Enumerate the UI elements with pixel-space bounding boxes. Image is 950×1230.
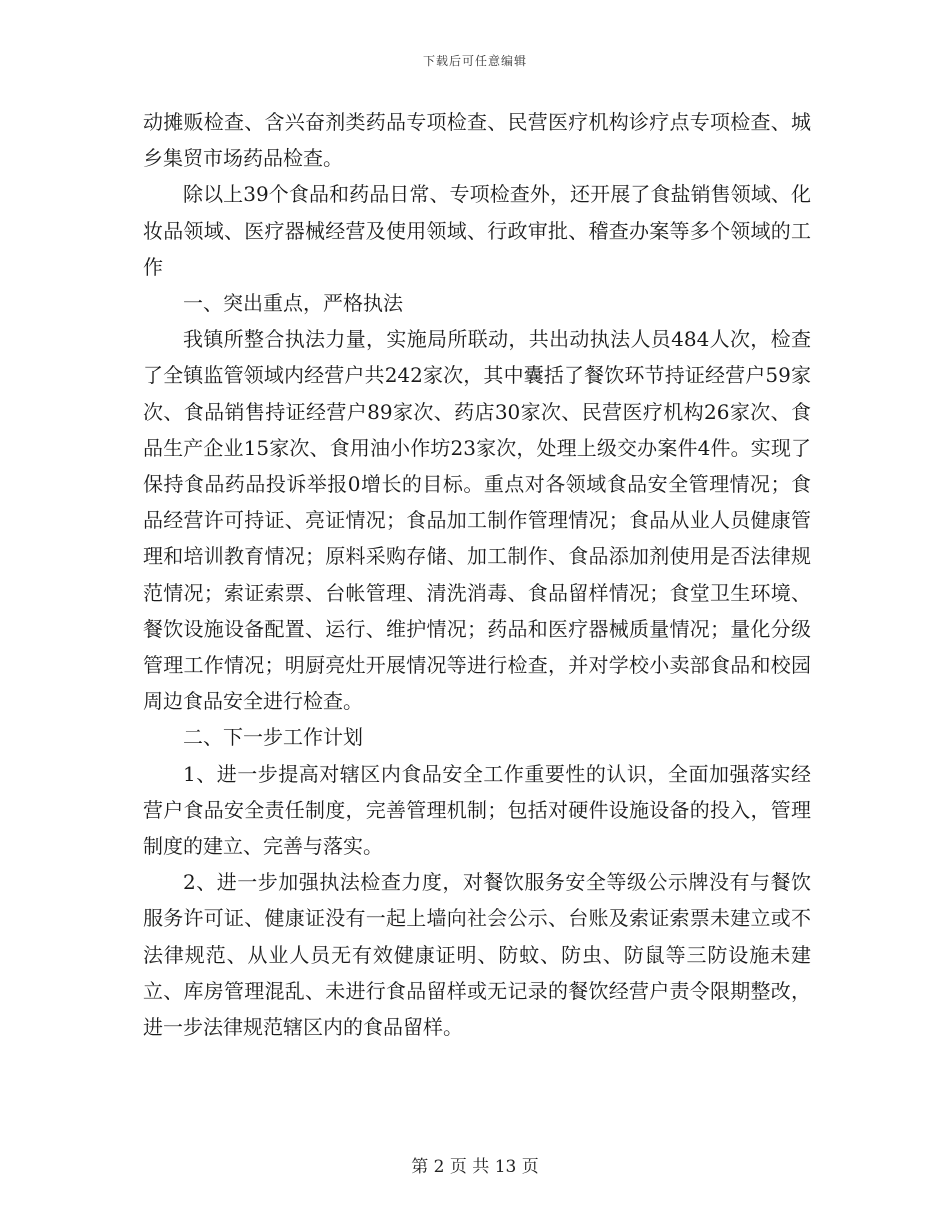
page-header: 下载后可任意编辑 — [422, 54, 527, 68]
section-heading: 二、下一步工作计划 — [183, 725, 363, 750]
paragraph: 1、进一步提高对辖区内食品安全工作重要性的认识，全面加强落实经营户食品安全责任制度，完善管理机制；包括对硬件设施设备的投入，管理制度的建立、完善与落实。 — [143, 761, 811, 859]
paragraph: 动摊贩检查、含兴奋剂类药品专项检查、民营医疗机构诊疗点专项检查、城乡集贸市场药品检查。 — [143, 110, 811, 171]
document-body — [143, 104, 811, 1045]
paragraph: 除以上39个食品和药品日常、专项检查外，还开展了食盐销售领域、化妆品领域、医疗器械经营及使用领域、行政审批、稽查办案等多个领域的工作 — [143, 182, 811, 279]
page-number: 第 2 页 共 13 页 — [411, 1157, 539, 1177]
paragraph: 我镇所整合执法力量，实施局所联动，共出动执法人员484人次，检查了全镇监管领域内经营户共242家次，其中囊括了餐饮环节持证经营户59家次、食品销售持证经营户89家次、药店30家次、民营医疗机构26家次、食品生产企业15家次、食用油小作坊23家次，处理上级交办案件4件。实现了保持食品药品投诉举报0增长的目标。重点对各领域食品安全管理情况；食品经营许可持证、亮证情况；食品加工制作管理情况；食品从业人员健康管理和培训教育情况；原料采购存储、加工制作、食品添加剂使用是否法律规范情况；索证索票、台帐管理、清洗消毒、食品留样情况；食堂卫生环境、餐饮设施设备配置、运行、维护情况；药品和医疗器械质量情况；量化分级管理工作情况；明厨亮灶开展情况等进行检查，并对学校小卖部食品和校园周边食品安全进行检查。 — [143, 327, 811, 714]
section-heading: 一、突出重点，严格执法 — [183, 291, 403, 316]
paragraph: 2、进一步加强执法检查力度，对餐饮服务安全等级公示牌没有与餐饮服务许可证、健康证没有一起上墙向社会公示、台账及索证索票未建立或不法律规范、从业人员无有效健康证明、防蚊、防虫、防鼠等三防设施未建立、库房管理混乱、未进行食品留样或无记录的餐饮经营户责令限期整改，进一步法律规范辖区内的食品留样。 — [143, 870, 811, 1040]
page-footer — [0, 1152, 950, 1177]
